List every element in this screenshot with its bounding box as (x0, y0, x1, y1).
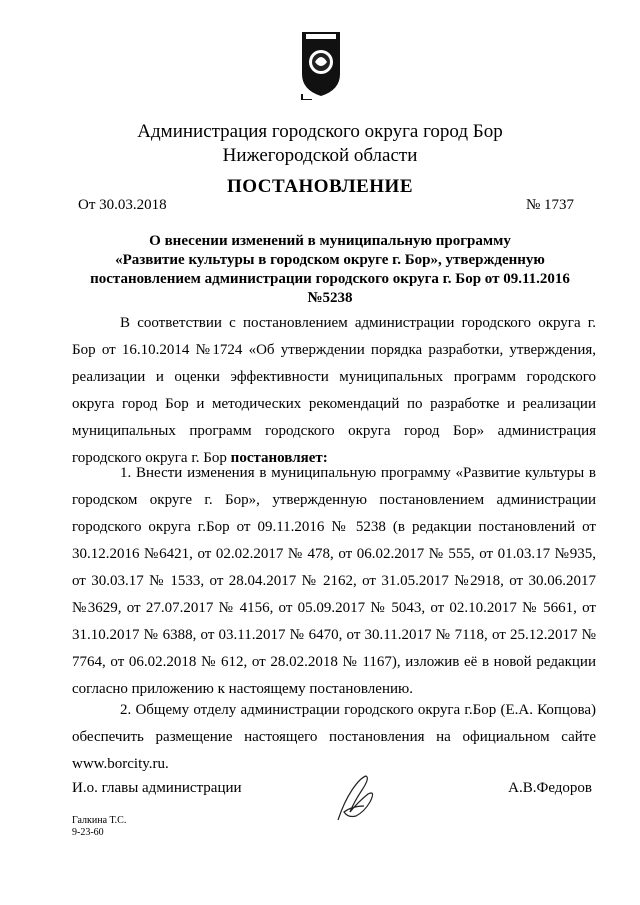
organization-name: Администрация городского округа город Бор (137, 121, 503, 142)
paragraph-item-2: 2. Общему отделу администрации городского округа г.Бор (Е.А. Копцова) обеспечить размещение настоящего постановления на официальном сайте www.borcity.ru. (72, 702, 596, 772)
document-subject (70, 232, 590, 308)
executor-phone: 9-23-60 (72, 827, 104, 838)
subject-line: постановлением администрации городского округа г. Бор от 09.11.2016 (90, 271, 570, 287)
signer-name: А.В.Федоров (508, 780, 592, 796)
paragraph-preamble (72, 310, 596, 472)
document-number: № 1737 (525, 197, 574, 213)
handwritten-signature-icon (330, 772, 380, 824)
document-date: От 30.03.2018 (78, 197, 167, 213)
coat-of-arms-icon (298, 28, 344, 100)
executor-name: Галкина Т.С. (72, 815, 127, 826)
organization-region: Нижегородской области (222, 145, 418, 166)
subject-line: «Развитие культуры в городском округе г. Бор», утвержденную (115, 252, 545, 268)
signer-position: И.о. главы администрации (72, 780, 242, 796)
subject-line: О внесении изменений в муниципальную программу (149, 233, 511, 249)
document-type: ПОСТАНОВЛЕНИЕ (226, 176, 414, 197)
paragraph-item-1: 1. Внести изменения в муниципальную программу «Развитие культуры в городском округе г. Бор», утвержденную постановлением администрации городского округа г.Бор от 09.11.2016 № 5238 (в редакции постановлений от 30.12.2016 №6421, от 02.02.2017 № 478, от 06.02.2017 № 555, от 01.03.17 №935, от 30.03.17 № 1533, от 28.04.2017 № 2162, от 31.05.2017 №2918, от 30.06.2017 №3629, от 27.07.2017 № 4156, от 05.09.2017 № 5043, от 02.10.2017 № 5661, от 31.10.2017 № 6388, от 03.11.2017 № 6470, от 30.11.2017 № 7118, от 25.12.2017 № 7764, от 06.02.2018 № 612, от 28.02.2018 № 1167), изложив её в новой редакции согласно приложению к настоящему постановлению. (72, 465, 596, 697)
subject-line: №5238 (307, 290, 353, 306)
executor-info (72, 815, 126, 839)
preamble-text: В соответствии с постановлением администрации городского округа г. Бор от 16.10.2014 №1724 «Об утверждении порядка разработки, утверждения, реализации и оценки эффективности муниципальных программ городского округа город Бор и методических рекомендаций по разработке и реализации муниципальных программ городского округа город Бор» администрация городского округа г. Бор (72, 315, 596, 466)
resolution-word: постановляет: (230, 450, 328, 466)
